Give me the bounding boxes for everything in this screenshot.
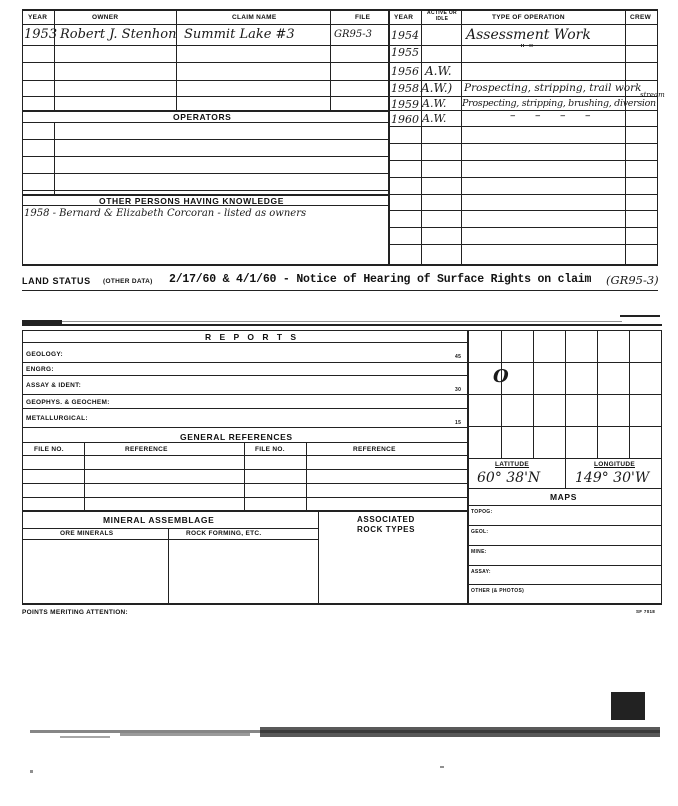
report-engrg: ENGRG: — [26, 366, 54, 373]
header-type-of-operation: TYPE OF OPERATION — [492, 14, 565, 21]
reports-title: R E P O R T S — [205, 332, 300, 342]
ops-type-5: Prospecting, stripping, brushing, diversion — [462, 98, 656, 109]
claim-name: Summit Lake #3 — [184, 27, 295, 42]
map-other: OTHER (& PHOTOS) — [471, 588, 525, 594]
land-status-label: LAND STATUS — [22, 276, 91, 286]
ref-file-no-1: FILE NO. — [34, 446, 64, 453]
mineral-assemblage-title: MINERAL ASSEMBLAGE — [103, 515, 215, 525]
associated-rock-types: ROCK TYPES — [357, 525, 416, 534]
land-status-sublabel: (OTHER DATA) — [103, 278, 153, 285]
longitude-label: LONGITUDE — [594, 461, 635, 468]
report-assay: ASSAY & IDENT: — [26, 382, 82, 389]
map-geol: GEOL: — [471, 529, 489, 535]
ops-year-6: 1960 — [391, 113, 419, 126]
form-code: SF 7018 — [636, 609, 656, 614]
claim-owner: Robert J. Stenhon — [60, 27, 177, 42]
ops-status-6: A.W. — [422, 112, 447, 125]
header-crew: CREW — [630, 14, 652, 21]
ops-year-4: 1958 — [391, 82, 419, 95]
ops-note-stream: stream — [640, 91, 665, 99]
header-file: FILE — [355, 14, 371, 21]
latitude-value: 60° 38'N — [477, 470, 541, 486]
land-status-typed: 2/17/60 & 4/1/60 - Notice of Hearing of Surface Rights on claim — [169, 273, 592, 286]
operators-label: OPERATORS — [173, 112, 232, 122]
land-status-claim-ref: (GR95-3) — [606, 273, 659, 287]
report-assay-num: 30 — [455, 387, 462, 393]
ops-year-5: 1959 — [391, 98, 419, 111]
report-geophys: GEOPHYS. & GEOCHEM: — [26, 399, 110, 406]
report-metallurgical: METALLURGICAL: — [26, 415, 88, 422]
latitude-label: LATITUDE — [495, 461, 530, 468]
grid-location-mark: O — [493, 366, 509, 387]
claim-year: 1953 — [24, 27, 58, 42]
other-persons-entry: 1958 - Bernard & Elizabeth Corcoran - listed as owners — [24, 208, 307, 219]
ops-type-1: Assessment Work — [466, 27, 591, 43]
report-geology-num: 45 — [455, 354, 462, 360]
longitude-value: 149° 30'W — [575, 470, 650, 486]
rock-forming-label: ROCK FORMING, ETC. — [186, 530, 262, 537]
header-active-idle: ACTIVE OR IDLE — [427, 10, 457, 22]
header-ops-year: YEAR — [394, 14, 414, 21]
header-year: YEAR — [28, 14, 48, 21]
header-claim-name: CLAIM NAME — [232, 14, 277, 21]
ops-status-5: A.W. — [422, 97, 447, 110]
ops-type-6: – – – – — [510, 109, 599, 122]
other-persons-label: OTHER PERSONS HAVING KNOWLEDGE — [99, 196, 285, 206]
ref-reference-1: REFERENCE — [125, 446, 168, 453]
ops-status-3: A.W. — [425, 64, 452, 78]
ops-type-2: " " — [520, 42, 534, 55]
ops-year-2: 1955 — [391, 46, 419, 59]
map-mine: MINE: — [471, 549, 487, 555]
general-references-title: GENERAL REFERENCES — [180, 432, 293, 442]
ref-file-no-2: FILE NO. — [255, 446, 285, 453]
report-geology: GEOLOGY: — [26, 351, 63, 358]
map-assay: ASSAY: — [471, 569, 491, 575]
ops-year-1: 1954 — [391, 29, 419, 42]
header-owner: OWNER — [92, 14, 119, 21]
maps-title: MAPS — [550, 492, 577, 502]
claim-file: GR95-3 — [334, 29, 372, 40]
map-topog: TOPOG: — [471, 509, 493, 515]
ore-minerals-label: ORE MINERALS — [60, 530, 114, 537]
report-metallurgical-num: 15 — [455, 420, 462, 426]
ref-reference-2: REFERENCE — [353, 446, 396, 453]
ops-status-4: A.W.) — [421, 81, 453, 95]
ops-year-3: 1956 — [391, 65, 419, 78]
associated-rock-label-a: ASSOCIATED — [357, 515, 415, 524]
ops-type-4: Prospecting, stripping, trail work — [464, 82, 642, 94]
points-meriting-attention: POINTS MERITING ATTENTION: — [22, 609, 129, 616]
